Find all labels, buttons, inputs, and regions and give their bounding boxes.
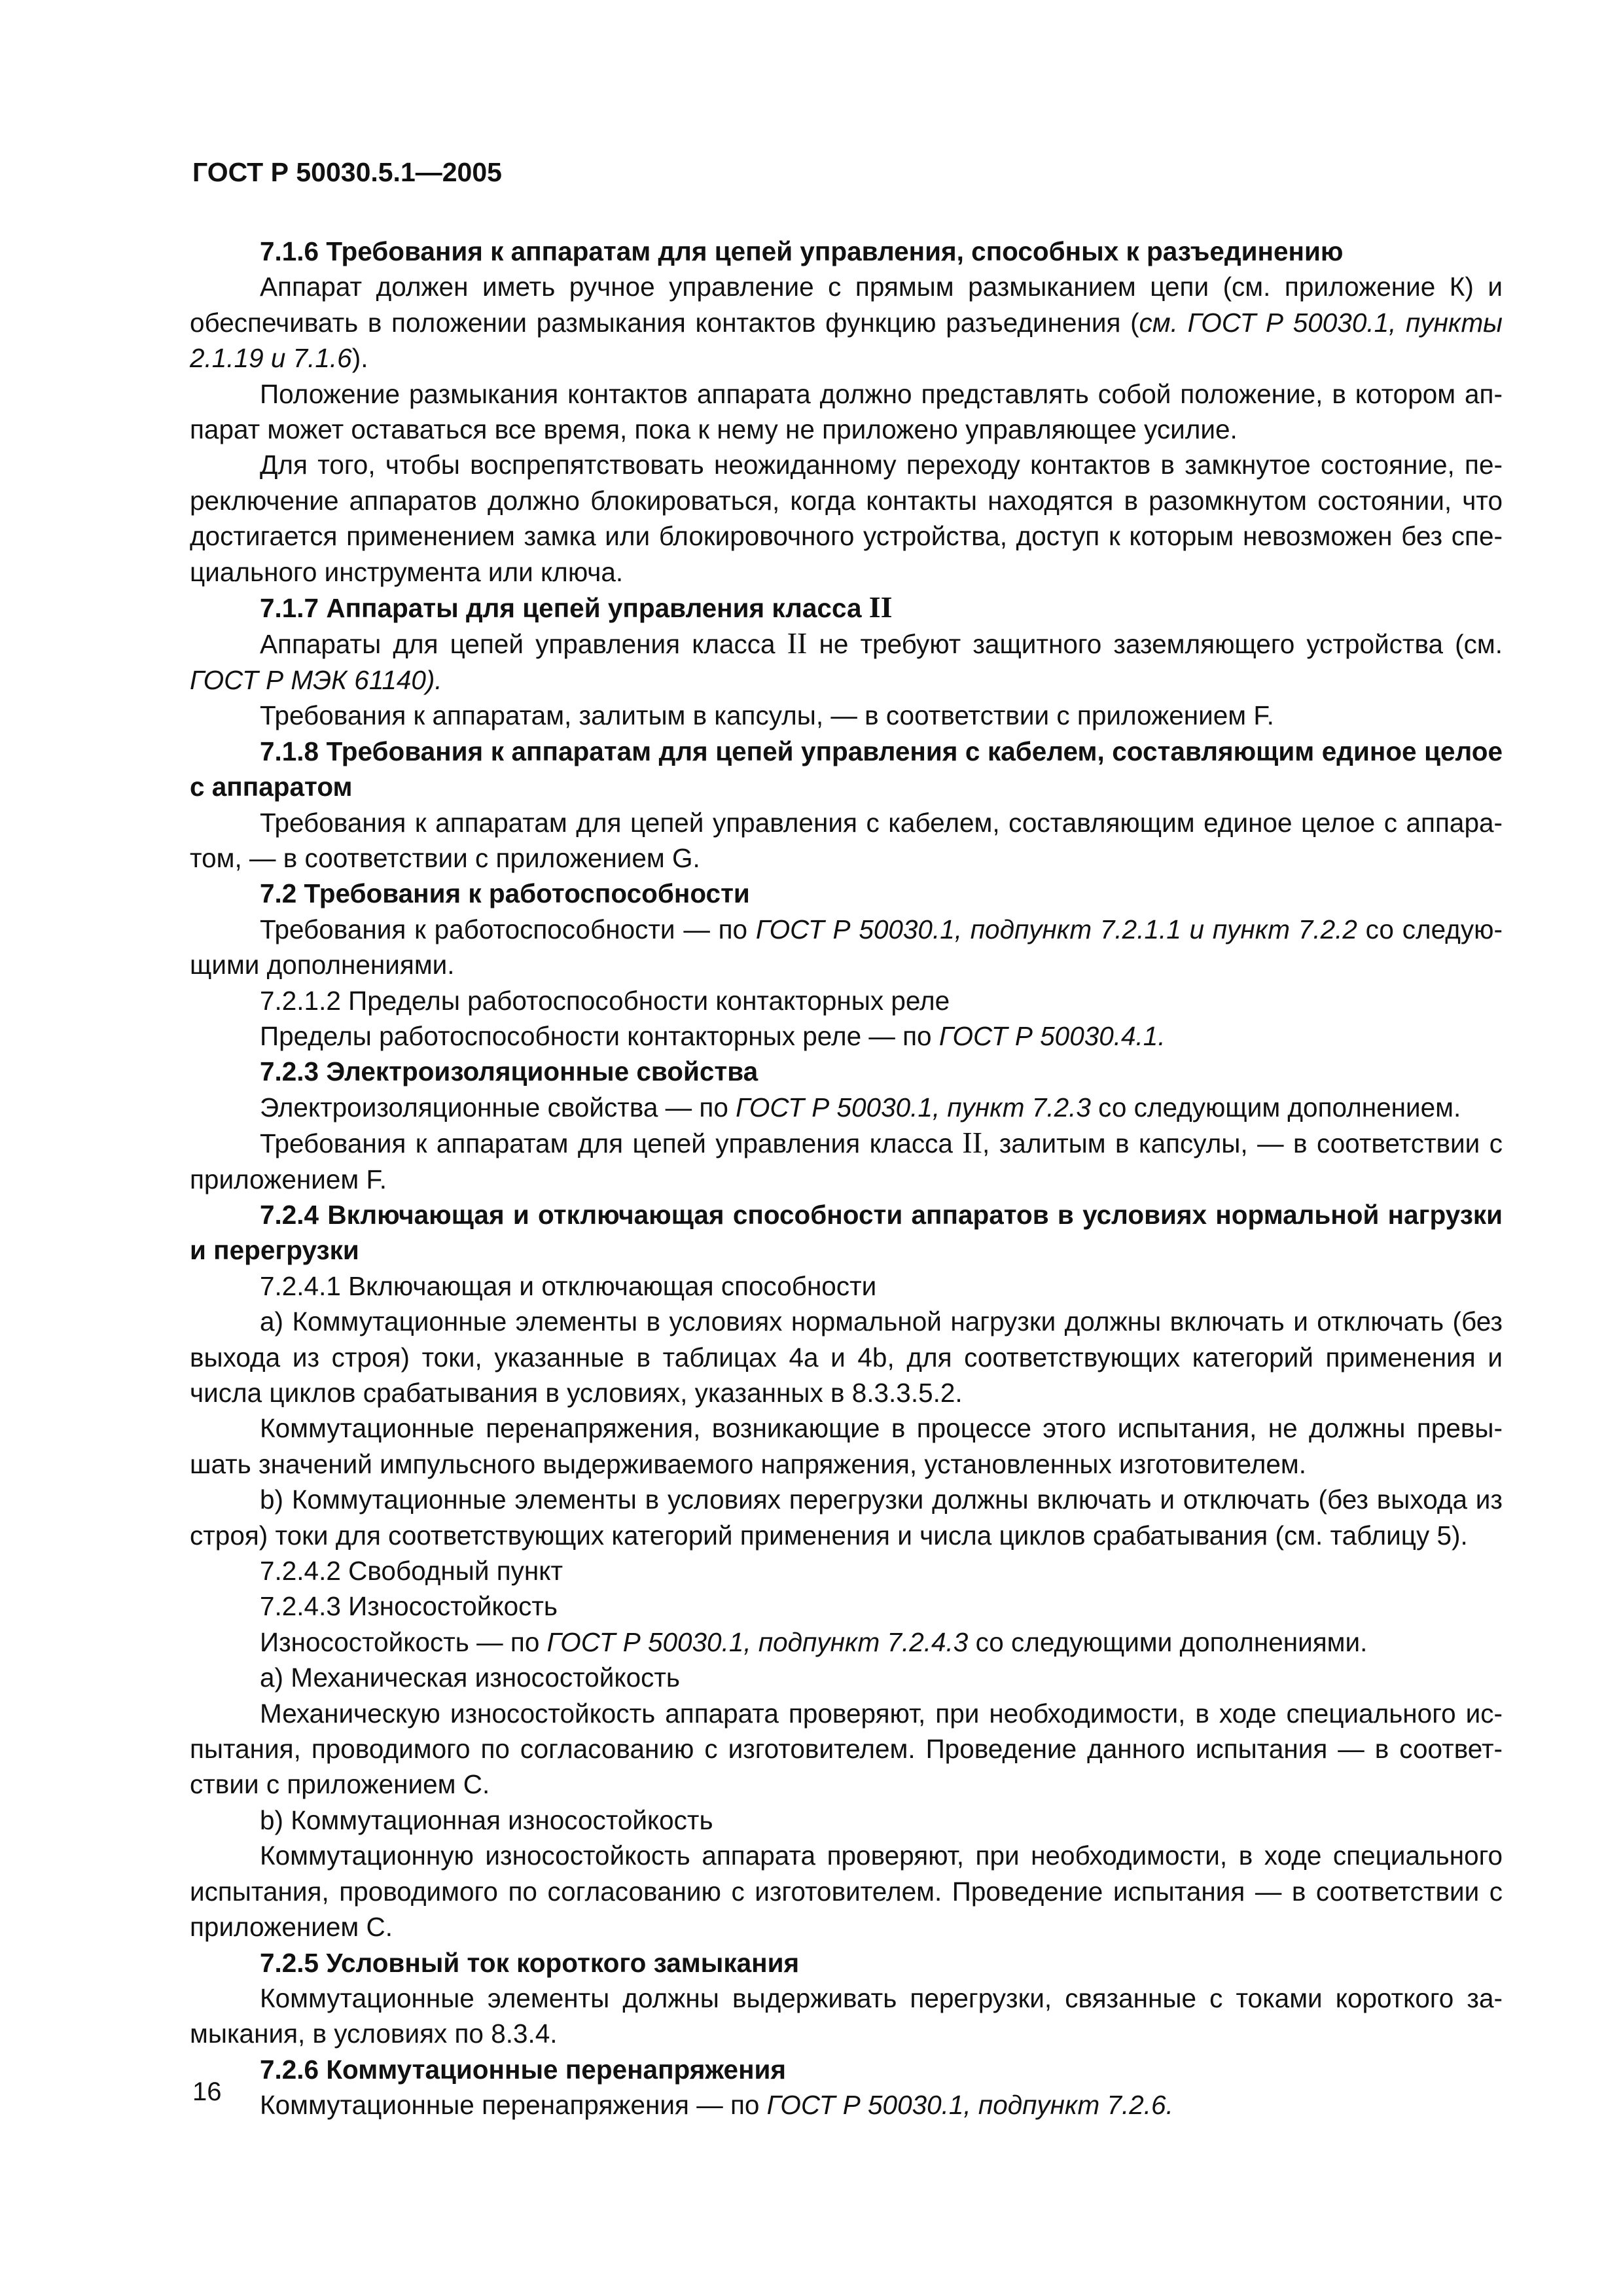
paragraph: Коммутационные перенапряжения, возникающие в процессе этого испытания, не должны превышать значений импульсного выдерживаемого напряжения, установленных изготовителем. [190, 1413, 1503, 1479]
section-heading-7-2: 7.2 Требования к работоспособности [260, 878, 750, 909]
paragraph: Положение размыкания контактов аппарата должно представлять собой положение, в котором аппарат может оставаться все время, пока к нему не приложено управляющее усилие. [190, 378, 1503, 445]
subsection-7-2-4-2: 7.2.4.2 Свободный пункт [260, 1556, 563, 1587]
reference: ГОСТ Р 50030.1, подпункт 7.2.6. [766, 2090, 1173, 2121]
page-number: 16 [192, 2077, 222, 2106]
paragraph: Требования к аппаратам для цепей управления с кабелем, составляющим единое целое с аппаратом, — в соответствии с приложением G. [190, 807, 1503, 873]
paragraph: Требования к аппаратам для цепей управления класса II, залитым в капсулы, — в соответствии с приложением F. [190, 1126, 1503, 1194]
section-heading-7-1-6: 7.1.6 Требования к аппаратам для цепей управления, способных к разъединению [260, 236, 1344, 266]
subsection-7-2-4-1: 7.2.4.1 Включающая и отключающая способности [260, 1270, 877, 1301]
paragraph: Пределы работоспособности контакторных реле — по ГОСТ Р 50030.4.1. [260, 1020, 1166, 1051]
reference: ГОСТ Р 50030.1, подпункт 7.2.1.1 и пункт 7.2.2 [755, 914, 1357, 944]
reference: ГОСТ Р 50030.1, пункт 7.2.3 [736, 1092, 1091, 1122]
reference: ГОСТ Р 50030.1, подпункт 7.2.4.3 [546, 1626, 969, 1657]
reference: см. ГОСТ Р 50030.1, пункты 2.1.19 и 7.1.6 [190, 307, 1503, 374]
subsection-7-2-4-3: 7.2.4.3 Износостойкость [260, 1591, 558, 1622]
paragraph: Механическую износостойкость аппарата проверяют, при необходимости, в ходе специального испытания, проводимого по согласованию с изготовителем. Проведение данного испытания — в соответствии с приложением С. [190, 1698, 1503, 1800]
paragraph: Коммутационную износостойкость аппарата проверяют, при необходимости, в ходе специального испытания, проводимого по согласованию с изготовителем. Проведение испытания — в соответствии с приложением С. [190, 1840, 1503, 1943]
section-heading-7-2-5: 7.2.5 Условный ток короткого замыкания [260, 1947, 800, 1978]
paragraph: Требования к аппаратам, залитым в капсулы, — в соответствии с приложением F. [260, 700, 1274, 731]
document-code-header: ГОСТ Р 50030.5.1—2005 [192, 157, 502, 187]
section-heading-7-1-8: 7.1.8 Требования к аппаратам для цепей управления с кабелем, составляющим единое целое с аппаратом [190, 736, 1503, 802]
section-heading-7-2-3: 7.2.3 Электроизоляционные свойства [260, 1056, 758, 1087]
list-item-b: b) Коммутационные элементы в условиях перегрузки должны включать и отключать (без выхода из строя) токи для соответствующих категорий применения и числа циклов срабатывания (см. таблицу 5). [190, 1484, 1503, 1551]
subsection-7-2-1-2: 7.2.1.2 Пределы работоспособности контакторных реле [260, 985, 950, 1016]
reference: ГОСТ Р 50030.4.1. [938, 1020, 1166, 1051]
list-item-a: а) Коммутационные элементы в условиях нормальной нагрузки должны включать и отключать (без выхода из строя) токи, указанные в таблицах 4а и 4b, для соответствующих категорий применения и числа циклов срабатывания в условиях, указанных в 8.3.3.5.2. [190, 1306, 1503, 1408]
document-page [190, 0, 1503, 2296]
paragraph: Коммутационные перенапряжения — по ГОСТ Р 50030.1, подпункт 7.2.6. [260, 2090, 1173, 2121]
paragraph: Электроизоляционные свойства — по ГОСТ Р 50030.1, пункт 7.2.3 со следующим дополнением. [260, 1092, 1461, 1122]
paragraph: Аппараты для цепей управления класса II не требуют защитного заземляющего устройства (см. ГОСТ Р МЭК 61140). [190, 626, 1503, 695]
paragraph: Коммутационные элементы должны выдерживать перегрузки, связанные с токами короткого замыкания, в условиях по 8.3.4. [190, 1982, 1503, 2049]
document-body [190, 234, 1503, 2123]
paragraph: Для того, чтобы воспрепятствовать неожиданному переходу контактов в замкнутое состояние, переключение аппаратов должно блокироваться, когда контакты находятся в разомкнутом состоянии, что достигается применением замка или блокировочного устройства, доступ к которым невозможен без специального инструмента или ключа. [190, 450, 1503, 587]
paragraph: Износостойкость — по ГОСТ Р 50030.1, подпункт 7.2.4.3 со следующими дополнениями. [260, 1626, 1368, 1657]
paragraph: Аппарат должен иметь ручное управление с прямым размыканием цепи (см. приложение К) и обеспечивать в положении размыкания контактов функцию разъединения (см. ГОСТ Р 50030.1, пункты 2.1.19 и 7.1.6). [190, 272, 1503, 374]
section-heading-7-1-7: 7.1.7 Аппараты для цепей управления класса II [260, 590, 893, 624]
list-item-b: b) Коммутационная износостойкость [260, 1804, 713, 1835]
paragraph: Требования к работоспособности — по ГОСТ Р 50030.1, подпункт 7.2.1.1 и пункт 7.2.2 со следующими дополнениями. [190, 914, 1503, 980]
list-item-a: а) Механическая износостойкость [260, 1662, 680, 1693]
section-heading-7-2-6: 7.2.6 Коммутационные перенапряжения [260, 2054, 787, 2085]
section-heading-7-2-4: 7.2.4 Включающая и отключающая способности аппаратов в условиях нормальной нагрузки и перегрузки [190, 1199, 1503, 1266]
reference: ГОСТ Р МЭК 61140). [190, 664, 442, 695]
